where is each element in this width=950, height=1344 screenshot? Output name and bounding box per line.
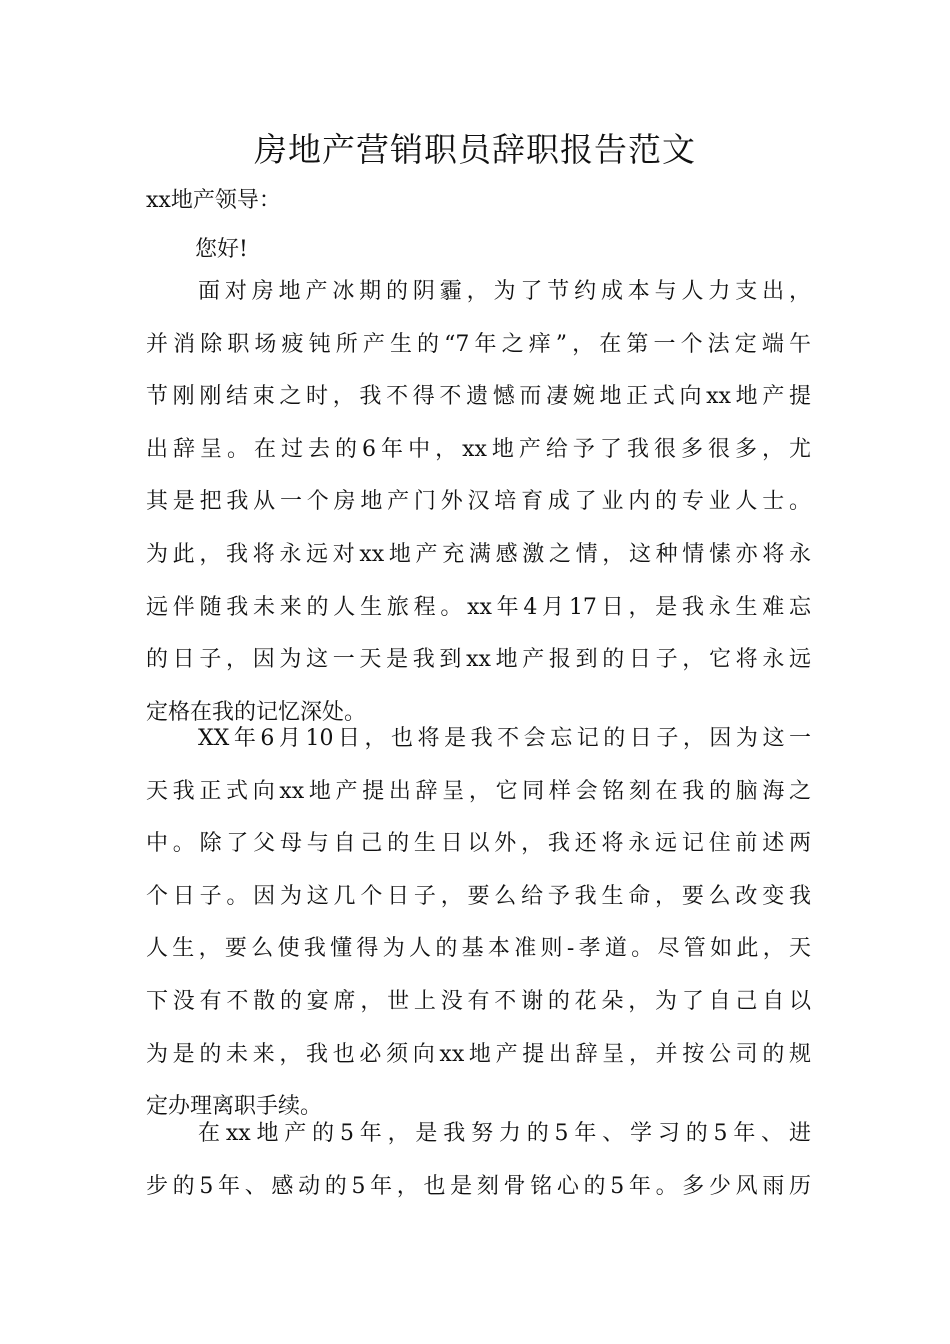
document-title: 房地产营销职员辞职报告范文	[254, 130, 696, 169]
paragraph-line: 下没有不散的宴席，世上没有不谢的花朵，为了自己自以	[146, 988, 811, 1014]
greeting: 您好!	[195, 237, 248, 262]
paragraph-3	[146, 1114, 811, 1219]
paragraph-line: 远伴随我未来的人生旅程。xx年4月17日，是我永生难忘	[146, 594, 811, 620]
paragraph-line: 定格在我的记忆深处。	[146, 699, 367, 725]
paragraph-line: 并消除职场疲钝所产生的“7年之痒”，在第一个法定端午	[146, 331, 811, 357]
paragraph-line: 出辞呈。在过去的6年中，xx地产给予了我很多很多，尤	[146, 436, 811, 462]
paragraph-line: XX年6月10日，也将是我不会忘记的日子，因为这一	[198, 726, 811, 751]
paragraph-line: 为是的未来，我也必须向xx地产提出辞呈，并按公司的规	[146, 1041, 811, 1067]
paragraph-line: 为此，我将永远对xx地产充满感激之情，这种情愫亦将永	[146, 541, 811, 567]
paragraph-1	[146, 272, 811, 745]
paragraph-line: 定办理离职手续。	[146, 1094, 323, 1120]
paragraph-line: 个日子。因为这几个日子，要么给予我生命，要么改变我	[146, 883, 811, 909]
paragraph-line: 其是把我从一个房地产门外汉培育成了业内的专业人士。	[146, 489, 811, 515]
paragraph-line: 步的5年、感动的5年，也是刻骨铭心的5年。多少风雨历	[146, 1173, 811, 1199]
paragraph-line: 在xx地产的5年，是我努力的5年、学习的5年、进	[198, 1121, 811, 1146]
paragraph-line: 人生，要么使我懂得为人的基本准则-孝道。尽管如此，天	[146, 936, 811, 962]
paragraph-line: 天我正式向xx地产提出辞呈，它同样会铭刻在我的脑海之	[146, 778, 811, 804]
paragraph-line: 节刚刚结束之时，我不得不遗憾而凄婉地正式向xx地产提	[146, 384, 811, 410]
paragraph-line: 面对房地产冰期的阴霾，为了节约成本与人力支出，	[198, 279, 811, 304]
paragraph-2	[146, 719, 811, 1140]
paragraph-line: 中。除了父母与自己的生日以外，我还将永远记住前述两	[146, 831, 811, 857]
paragraph-line: 的日子，因为这一天是我到xx地产报到的日子，它将永远	[146, 647, 811, 673]
salutation: xx地产领导：	[146, 188, 281, 213]
